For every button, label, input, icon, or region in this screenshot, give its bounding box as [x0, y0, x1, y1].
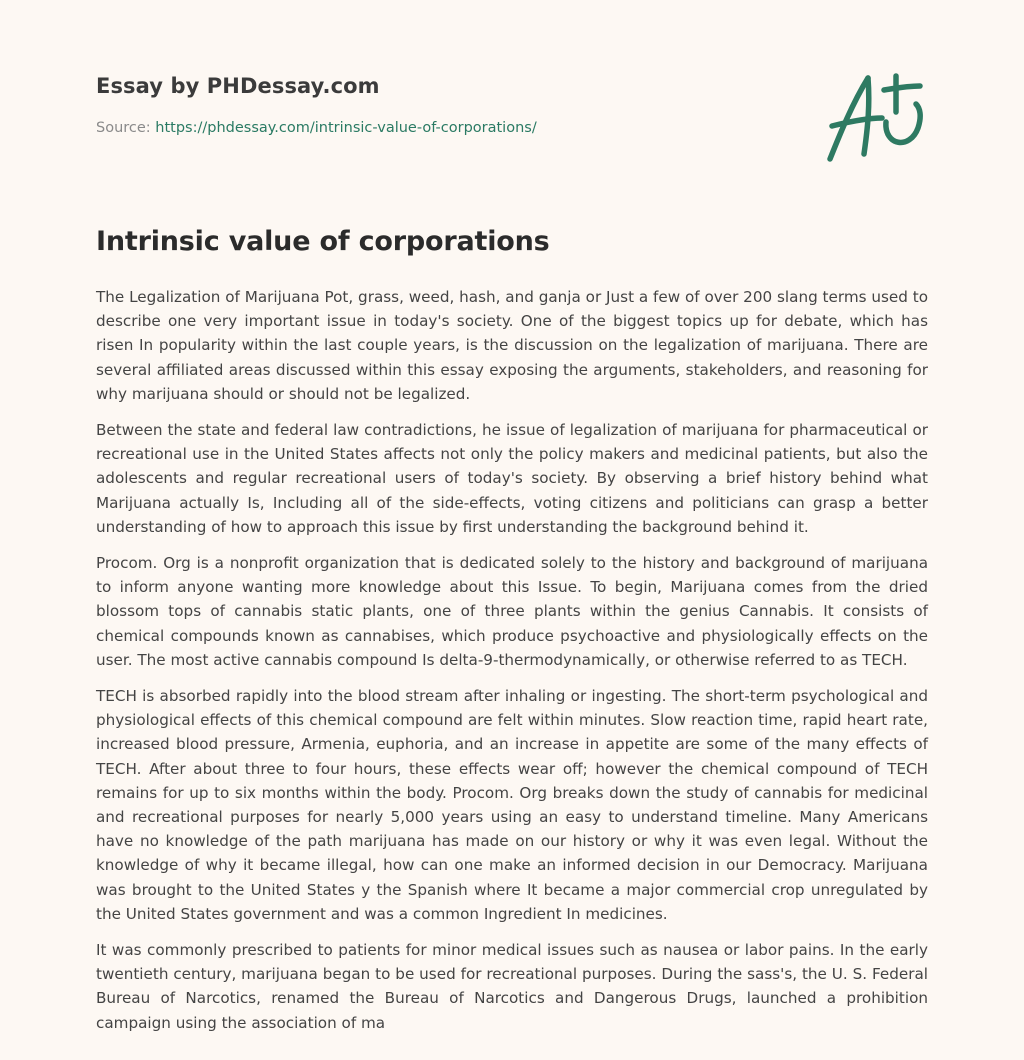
a-plus-logo-icon — [818, 64, 930, 168]
source-label: Source: — [96, 120, 156, 136]
essay-paragraph: Procom. Org is a nonprofit organization that is dedicated solely to the history and background of marijuana to inform anyone wanting more knowledge about this Issue. To begin, Marijuana comes from the dried blossom tops of cannabis static plants, one of three plants within the genius Cannabis. It consists of chemical compounds known as cannabises, which produce psychoactive and physiologically effects on the user. The most active cannabis compound Is delta-9-thermodynamically, or otherwise referred to as TECH. — [96, 554, 928, 669]
essay-paragraph: It was commonly prescribed to patients for minor medical issues such as nausea or labor pains. In the early twentieth century, marijuana began to be used for recreational purposes. During the sass's, the U. S. Federal Bureau of Narcotics, renamed the Bureau of Narcotics and Dangerous Drugs, launched a prohibition campaign using the association of ma — [96, 941, 928, 1032]
essay-title: Intrinsic value of corporations — [96, 226, 550, 257]
source-line — [96, 120, 736, 136]
essay-body — [96, 285, 928, 1047]
essay-paragraph: Between the state and federal law contradictions, he issue of legalization of marijuana for pharmaceutical or recreational use in the United States affects not only the policy makers and medicinal patients, but also the adolescents and regular recreational users of today's society. By observing a brief history behind what Marijuana actually Is, Including all of the side-effects, voting citizens and politicians can grasp a better understanding of how to approach this issue by first understanding the background behind it. — [96, 421, 928, 536]
header — [96, 74, 736, 136]
essay-paragraph: The Legalization of Marijuana Pot, grass, weed, hash, and ganja or Just a few of over 200 slang terms used to describe one very important issue in today's society. One of the biggest topics up for debate, which has risen In popularity within the last couple years, is the discussion on the legalization of marijuana. There are several affiliated areas discussed within this essay exposing the arguments, stakeholders, and reasoning for why marijuana should or should not be legalized. — [96, 288, 928, 403]
source-link[interactable]: https://phdessay.com/intrinsic-value-of-corporations/ — [155, 120, 537, 136]
essay-paragraph: TECH is absorbed rapidly into the blood stream after inhaling or ingesting. The short-term psychological and physiological effects of this chemical compound are felt within minutes. Slow reaction time, rapid heart rate, increased blood pressure, Armenia, euphoria, and an increase in appetite are some of the many effects of TECH. After about three to four hours, these effects wear off; however the chemical compound of TECH remains for up to six months within the body. Procom. Org breaks down the study of cannabis for medicinal and recreational purposes for nearly 5,000 years using an easy to understand timeline. Many Americans have no knowledge of the path marijuana has made on our history or why it was even legal. Without the knowledge of why it became illegal, how can one make an informed decision in our Democracy. Marijuana was brought to the United States y the Spanish where It became a major commercial crop unregulated by the United States government and was a common Ingredient In medicines. — [96, 687, 928, 923]
brand-title: Essay by PHDessay.com — [96, 74, 380, 98]
